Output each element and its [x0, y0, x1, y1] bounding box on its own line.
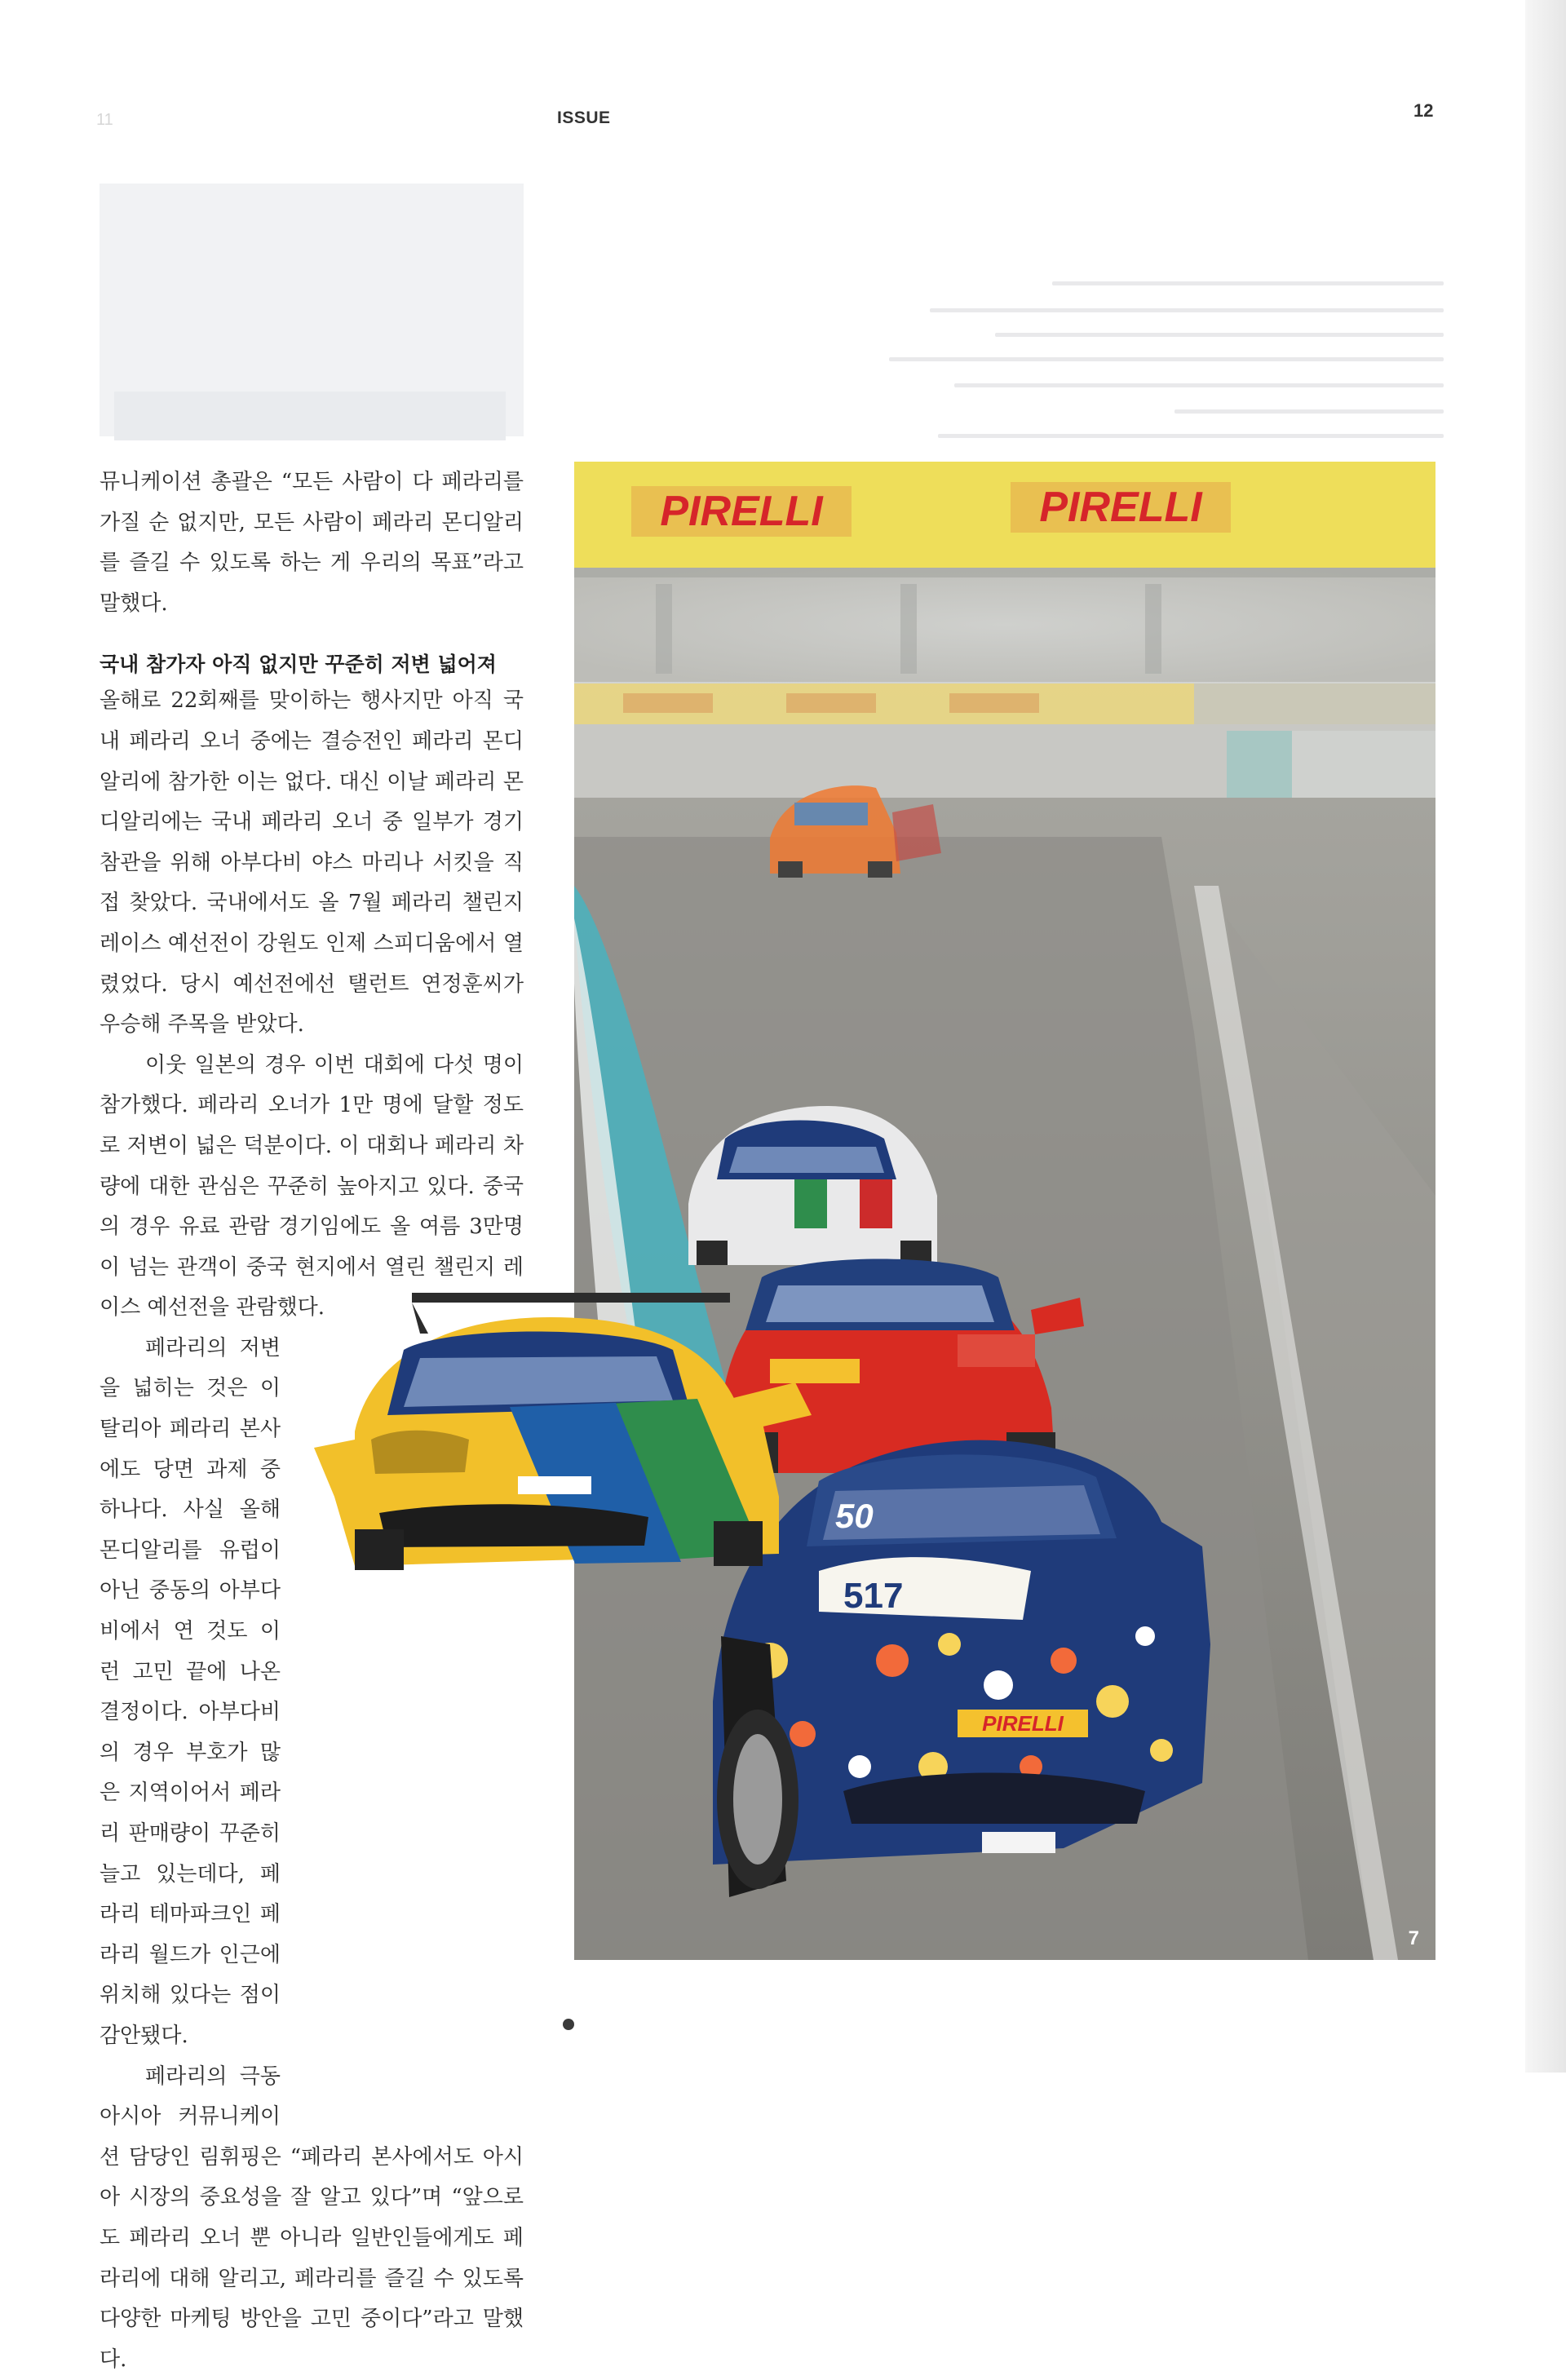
show-through-line: [995, 333, 1444, 337]
article-paragraph: 이웃 일본의 경우 이번 대회에 다섯 명이 참가했다. 페라리 오너가 1만 명에 달할 정도로 저변이 넓은 덕분이다. 이 대회나 페라리 차량에 대한 관심은 꾸준히 높아지고 있다. 중국의 경우 유료 관람 경기임에도 올 여름 3만명이 넘는 관객이 중국 현지에서 열린 챌린지 레이스 예선전을 관람했다.: [100, 1052, 524, 1321]
page-gutter: [1525, 0, 1566, 2073]
pirelli-logo-text: PIRELLI: [1039, 484, 1202, 531]
show-through-line: [954, 383, 1444, 387]
show-through-page-number: 11: [96, 111, 113, 129]
article-paragraph: 페라리의 저변을 넓히는 것은 이탈리아 페라리 본사에도 당면 과제 중 하나다. 사실 올해 몬디알리를 유럽이 아닌 중동의 아부다비에서 연 것도 이런 고민 끝에 나온 결정이다. 아부다비의 경우 부호가 많은 지역이어서 페라리 판매량이 꾸준히 늘고 있는데다, 페라리 테마파크인 페라리 월드가 인근에 위치해 있다는 점이 감안됐다.: [100, 1335, 281, 2048]
show-through-shadow: [114, 392, 506, 440]
pirelli-logo-text: PIRELLI: [660, 488, 823, 535]
yellow-race-car-illustration: [306, 1285, 840, 1590]
show-through-line: [938, 434, 1444, 438]
article-paragraph: 뮤니케이션 총괄은 “모든 사람이 다 페라리를 가질 순 없지만, 모든 사람이 페라리 몬디알리를 즐길 수 있도록 하는 게 우리의 목표”라고 말했다.: [100, 470, 524, 616]
footer-dot: [563, 2019, 574, 2030]
race-photo: [574, 462, 1436, 1960]
show-through-line: [930, 308, 1444, 312]
show-through-line: [1174, 409, 1444, 414]
car-number: 50: [835, 1497, 874, 1535]
page-number: 12: [1413, 100, 1434, 121]
article-subheading: 국내 참가자 아직 없지만 꾸준히 저변 넓어져: [100, 653, 497, 677]
show-through-line: [889, 357, 1444, 361]
section-label: ISSUE: [557, 108, 611, 127]
yellow-race-car-cutout: [306, 1285, 840, 1590]
show-through-line: [1052, 281, 1444, 285]
article-paragraph: 올해로 22회째를 맞이하는 행사지만 아직 국내 페라리 오너 중에는 결승전인 페라리 몬디알리에 참가한 이는 없다. 대신 이날 페라리 몬디알리에는 국내 페라리 오너 중 일부가 경기 참관을 위해 아부다비 야스 마리나 서킷을 직접 찾았다. 국내에서도 올 7월 페라리 챌린지 레이스 예선전이 강원도 인제 스피디움에서 열렸었다. 당시 예선전에선 탤런트 연정훈씨가 우승해 주목을 받았다.: [100, 688, 524, 1037]
car-number: 517: [843, 1576, 904, 1616]
race-photo-illustration: [574, 462, 1436, 1960]
article-paragraph: 페라리의 극동아시아 커뮤니케이션 담당인 림휘핑은 “페라리 본사에서도 아시아 시장의 중요성을 잘 알고 있다”며 “앞으로도 페라리 오너 뿐 아니라 일반인들에게도 페라리에 대해 알리고, 페라리를 즐길 수 있도록 다양한 마케팅 방안을 고민 중이다”라고 말했다.: [100, 2064, 524, 2372]
car-sponsor-decal: PIRELLI: [982, 1711, 1064, 1736]
photo-caption-number: 7: [1408, 1927, 1419, 1949]
